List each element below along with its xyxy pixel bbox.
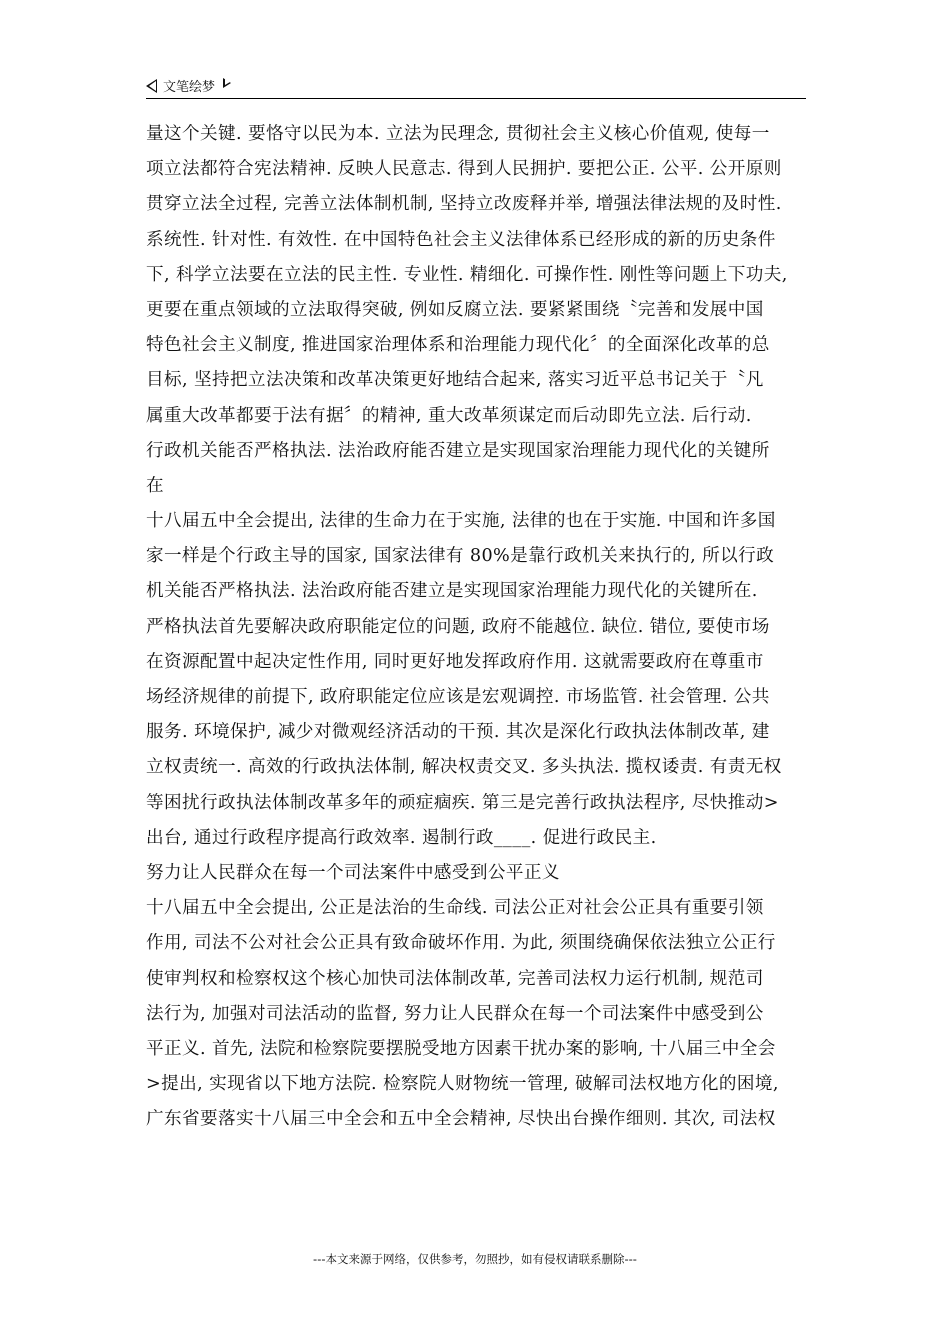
- section-heading: 努力让人民群众在每一个司法案件中感受到公平正义: [146, 862, 560, 883]
- body-line: 出台, 通过行政程序提高行政效率. 遏制行政____. 促进行政民主.: [146, 827, 657, 848]
- document-body: [146, 117, 810, 1137]
- body-line: 家一样是个行政主导的国家, 国家法律有 80%是靠行政机关来执行的, 所以行政: [146, 546, 775, 567]
- body-line: 广东省要落实十八届三中全会和五中全会精神, 尽快出台操作细则. 其次, 司法权: [146, 1109, 776, 1130]
- body-line: 系统性. 针对性. 有效性. 在中国特色社会主义法律体系已经形成的新的历史条件: [146, 229, 776, 250]
- section-heading: 行政机关能否严格执法. 法治政府能否建立是实现国家治理能力现代化的关键所: [146, 440, 770, 461]
- body-line: 贯穿立法全过程, 完善立法体制机制, 坚持立改废释并举, 增强法律法规的及时性.: [146, 194, 782, 215]
- header-brand: [146, 76, 231, 95]
- body-line: 目标, 坚持把立法决策和改革决策更好地结合起来, 落实习近平总书记关于〝凡: [146, 370, 764, 391]
- body-line: 下, 科学立法要在立法的民主性. 专业性. 精细化. 可操作性. 刚性等问题上下功夫,: [146, 264, 788, 285]
- body-line: 十八届五中全会提出, 法律的生命力在于实施, 法律的也在于实施. 中国和许多国: [146, 511, 776, 532]
- page-header: [146, 74, 806, 99]
- triangle-left-icon: [146, 79, 157, 93]
- body-line: 量这个关键. 要恪守以民为本. 立法为民理念, 贯彻社会主义核心价值观, 使每一: [146, 124, 770, 144]
- body-line: >提出, 实现省以下地方法院. 检察院人财物统一管理, 破解司法权地方化的困境,: [146, 1074, 779, 1095]
- body-line: 服务. 环境保护, 减少对微观经济活动的干预. 其次是深化行政执法体制改革, 建: [146, 722, 770, 743]
- body-line: 属重大改革都要于法有据〞的精神, 重大改革须谋定而后动即先立法. 后行动.: [146, 405, 752, 426]
- body-line: 机关能否严格执法. 法治政府能否建立是实现国家治理能力现代化的关键所在.: [146, 581, 758, 602]
- body-line: 平正义. 首先, 法院和检察院要摆脱受地方因素干扰办案的影响, 十八届三中全会: [146, 1038, 776, 1059]
- triangle-right-icon: [223, 78, 231, 88]
- body-line: 在资源配置中起决定性作用, 同时更好地发挥政府作用. 这就需要政府在尊重市: [146, 651, 764, 672]
- body-line: 法行为, 加强对司法活动的监督, 努力让人民群众在每一个司法案件中感受到公: [146, 1003, 764, 1024]
- body-line: 严格执法首先要解决政府职能定位的问题, 政府不能越位. 缺位. 错位, 要使市场: [146, 616, 770, 637]
- body-line: 场经济规律的前提下, 政府职能定位应该是宏观调控. 市场监管. 社会管理. 公共: [146, 687, 770, 707]
- header-title: 文笔绘梦: [163, 80, 216, 95]
- body-line: 项立法都符合宪法精神. 反映人民意志. 得到人民拥护. 要把公正. 公平. 公开原则: [146, 159, 782, 180]
- body-line: 更要在重点领域的立法取得突破, 例如反腐立法. 要紧紧围绕〝完善和发展中国: [146, 299, 764, 320]
- body-line: 使审判权和检察权这个核心加快司法体制改革, 完善司法权力运行机制, 规范司: [146, 968, 764, 989]
- section-heading: 在: [146, 475, 164, 496]
- footer-disclaimer: ---本文来源于网络，仅供参考，勿照抄，如有侵权请联系删除---: [313, 1252, 637, 1266]
- body-line: 特色社会主义制度, 推进国家治理体系和治理能力现代化〞的全面深化改革的总: [146, 335, 770, 356]
- body-line: 十八届五中全会提出, 公正是法治的生命线. 司法公正对社会公正具有重要引领: [146, 898, 764, 919]
- body-line: 等困扰行政执法体制改革多年的顽症痼疾. 第三是完善行政执法程序, 尽快推动>: [146, 792, 779, 813]
- body-line: 作用, 司法不公对社会公正具有致命破坏作用. 为此, 须围绕确保依法独立公正行: [146, 933, 776, 954]
- body-line: 立权责统一. 高效的行政执法体制, 解决权责交叉. 多头执法. 揽权诿责. 有责无权: [146, 757, 782, 778]
